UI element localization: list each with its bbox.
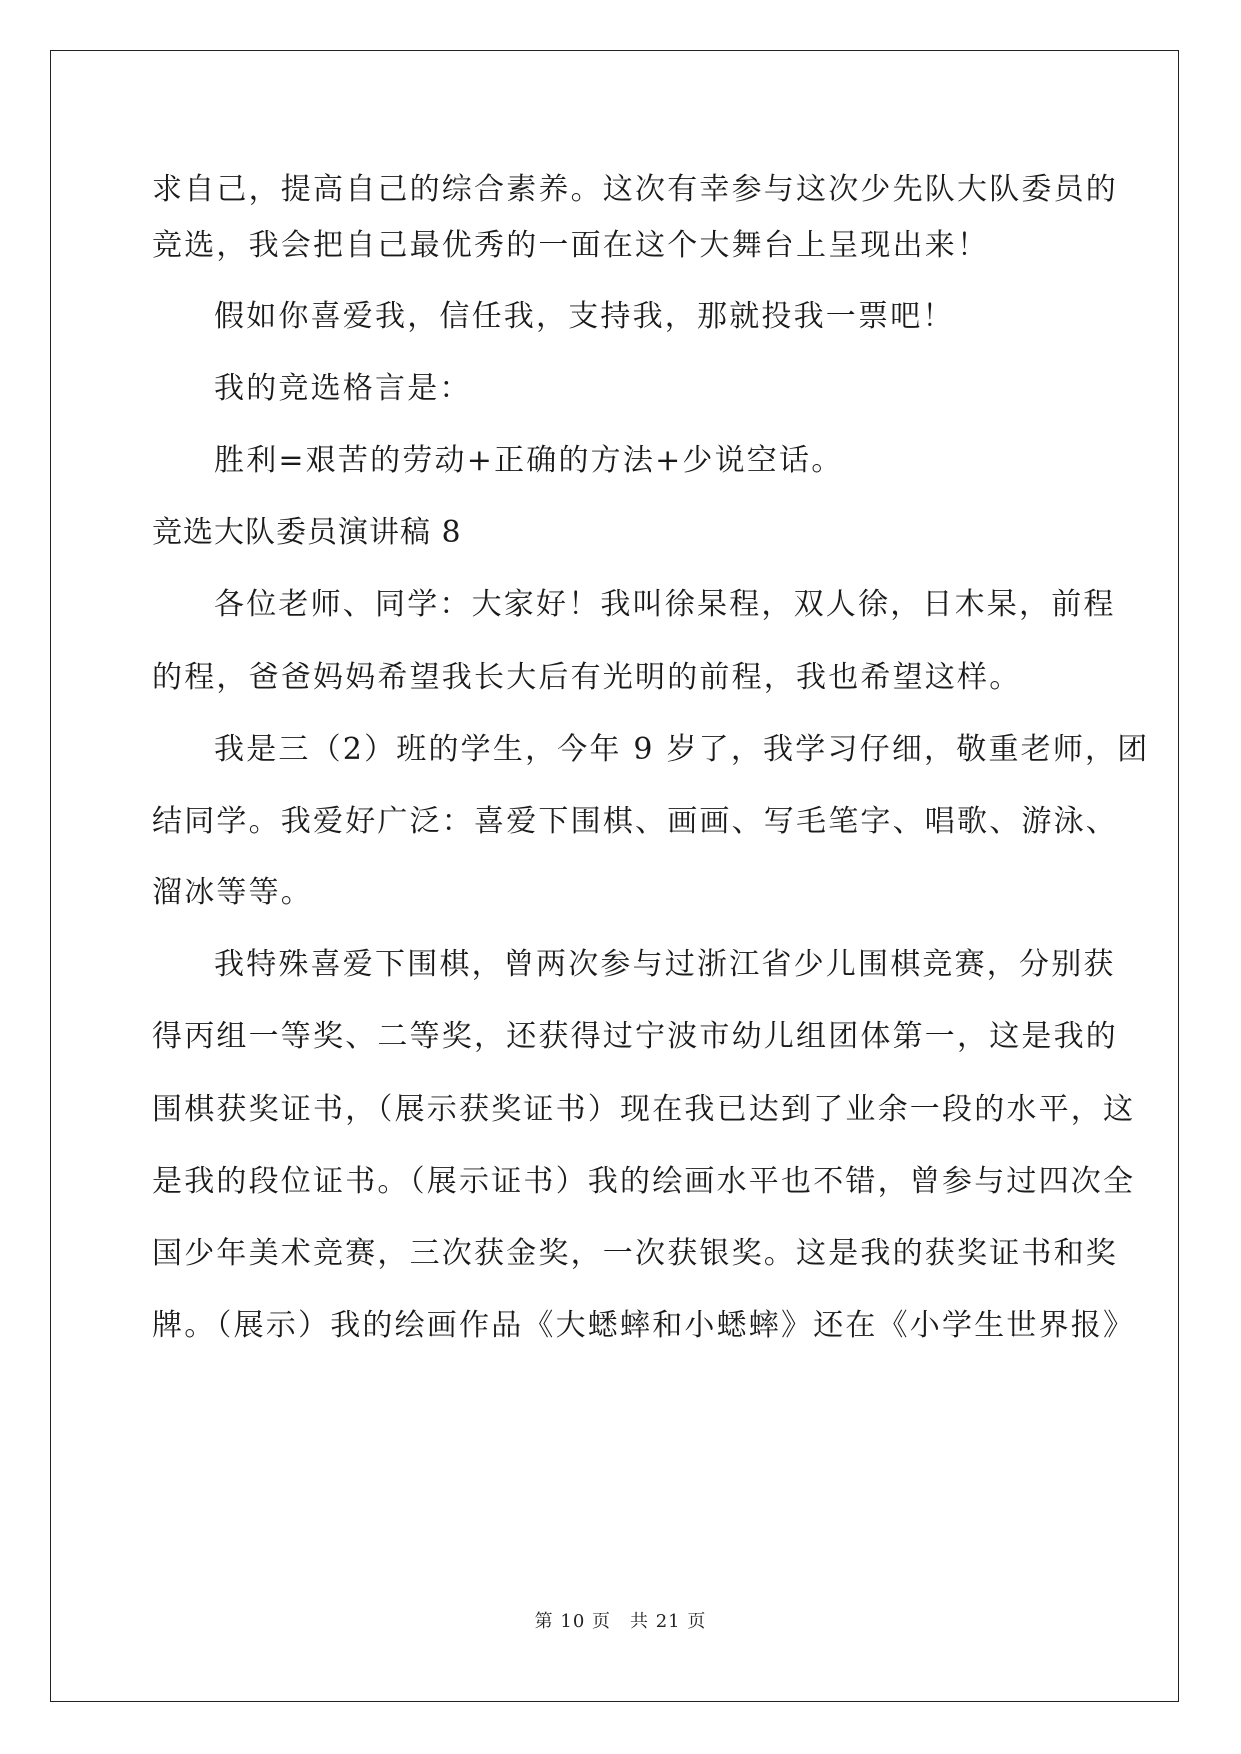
paragraph-line: 围棋获奖证书，（展示获奖证书）现在我已达到了业余一段的水平，这 [152, 1092, 1136, 1127]
paragraph-line: 我的竞选格言是： [214, 371, 472, 406]
paragraph-line: 我是三（2）班的学生，今年 9 岁了，我学习仔细，敬重老师，团 [214, 732, 1150, 767]
paragraph-line: 结同学。我爱好广泛：喜爱下围棋、画画、写毛笔字、唱歌、游泳、 [152, 804, 1118, 839]
section-heading: 竞选大队委员演讲稿 8 [152, 515, 462, 550]
paragraph-line: 国少年美术竞赛，三次获金奖，一次获银奖。这是我的获奖证书和奖 [152, 1236, 1118, 1271]
paragraph-line: 各位老师、同学：大家好！我叫徐杲程，双人徐，日木杲，前程 [214, 587, 1116, 622]
paragraph-line: 胜利=艰苦的劳动+正确的方法+少说空话。 [214, 443, 844, 478]
paragraph-line: 是我的段位证书。（展示证书）我的绘画水平也不错，曾参与过四次全 [152, 1164, 1136, 1199]
paragraph-line: 溜冰等等。 [152, 875, 313, 910]
paragraph-line: 竞选，我会把自己最优秀的一面在这个大舞台上呈现出来！ [152, 228, 990, 263]
paragraph-line: 得丙组一等奖、二等奖，还获得过宁波市幼儿组团体第一，这是我的 [152, 1019, 1118, 1054]
paragraph-line: 假如你喜爱我，信任我，支持我，那就投我一票吧！ [214, 299, 955, 334]
paragraph-line: 我特殊喜爱下围棋，曾两次参与过浙江省少儿围棋竞赛，分别获 [214, 947, 1116, 982]
paragraph-line: 求自己，提高自己的综合素养。这次有幸参与这次少先队大队委员的 [152, 172, 1118, 207]
page-footer: 第 10 页 共 21 页 [534, 1611, 707, 1632]
paragraph-line: 的程，爸爸妈妈希望我长大后有光明的前程，我也希望这样。 [152, 660, 1022, 695]
paragraph-line: 牌。（展示）我的绘画作品《大蟋蟀和小蟋蟀》还在《小学生世界报》 [152, 1308, 1136, 1343]
